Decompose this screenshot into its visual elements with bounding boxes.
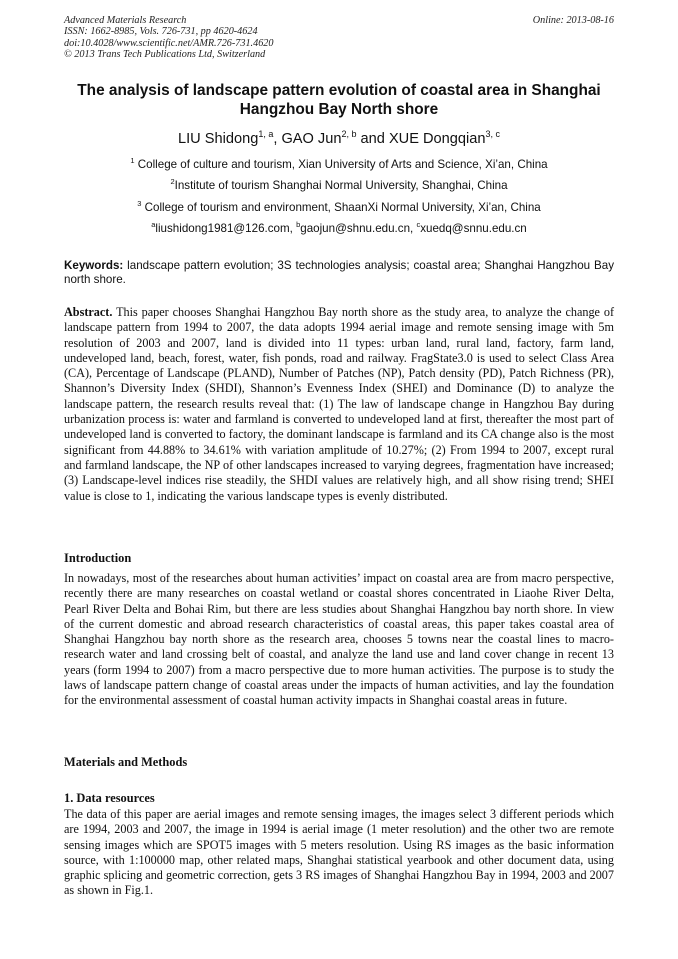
- running-header: [64, 15, 614, 61]
- affiliation-sup: 1: [130, 156, 135, 166]
- title-line-1: The analysis of landscape pattern evolution of coastal area in Shanghai: [77, 82, 601, 99]
- affiliation-text: College of culture and tourism, Xian University of Arts and Science, Xi’an, China: [134, 158, 548, 171]
- affiliation-sup: 3: [137, 199, 142, 209]
- email-link[interactable]: xuedq@snnu.edu.cn: [420, 222, 527, 235]
- email-sup: c: [416, 220, 421, 230]
- author-sup: 2, b: [341, 129, 357, 140]
- abstract-text: This paper chooses Shanghai Hangzhou Bay north shore as the study area, to analyze the change of landscape pattern from 1994 to 2007, the data adopts 1994 aerial image and remote sensing image with 5m resolution of 2003 and 2007, land is divided into 11 types: urban land, rural land, factory, farm land, undeveloped land, beach, forest, water, fish ponds, road and railway. FragState3.0 is used to select Class Area (CA), Percentage of Landscape (PLAND), Number of Patches (NP), Patch density (PD), Patch Richness (PR), Shannon’s Diversity Index (SHDI), Shannon’s Evenness Index (SHEI) and Dominance (D) to analyze the landscape pattern, the research results reveal that: (1) The law of landscape change in Hangzhou Bay during urbanization process is: water and farmland is converted to undeveloped land at first, thereafter the most part of undeveloped land is converted to factory, the dominant landscape is farmland and its CA change also is the most significant from 44.88% to 34.61% with variation amplitude of 10.27%; (2) From 1994 to 2007, except rural and farmland landscape, the NP of other landscapes increased to varying degrees, fragmentation have increased; (3) Landscape-level indices rise steadily, the SHDI values are relatively high, and all show rising trend; SHEI value is close to 1, indicating the various landscape types is evenly distributed.: [64, 305, 614, 503]
- online-date: Online: 2013-08-16: [532, 15, 614, 26]
- data-resources-heading: 1. Data resources: [64, 791, 155, 805]
- affiliation-2: [40, 179, 638, 193]
- keywords-text: landscape pattern evolution; 3S technologies analysis; coastal area; Shanghai Hangzhou Bay north shore.: [64, 259, 614, 286]
- data-resources-text: The data of this paper are aerial images and remote sensing images, the images select 3 different periods which are 1994, 2003 and 2007, the image in 1994 is aerial image (1 meter resolution) and the other two are remote sensing images which are SPOT5 images with 5 meters resolution. Using RS images as the basic information source, with 1:100000 map, other related maps, Shanghai statistical yearbook and other document data, using graphic splicing and geometric correction, gets 3 RS images of Shanghai Hangzhou Bay in 1994, 2003 and 2007 as shown in Fig.1.: [64, 807, 614, 898]
- affiliation-3: [40, 201, 638, 215]
- author-sup: 3, c: [485, 129, 501, 140]
- affiliation-text: College of tourism and environment, ShaanXi Normal University, Xi’an, China: [141, 201, 541, 214]
- author-sep: ,: [273, 131, 282, 147]
- email-link[interactable]: gaojun@shnu.edu.cn,: [300, 222, 417, 235]
- author-sep: and: [356, 131, 389, 147]
- affiliation-text: Institute of tourism Shanghai Normal University, Shanghai, China: [174, 179, 508, 192]
- author-name: GAO Jun: [281, 131, 342, 147]
- materials-methods-heading: Materials and Methods: [64, 755, 188, 769]
- introduction-heading: Introduction: [64, 551, 132, 565]
- affiliation-sup: 2: [170, 177, 175, 187]
- email-link[interactable]: liushidong1981@126.com,: [155, 222, 297, 235]
- issn-line: ISSN: 1662-8985, Vols. 726-731, pp 4620-4624: [64, 26, 258, 38]
- keywords-label: Keywords:: [64, 259, 124, 272]
- abstract: [64, 305, 614, 504]
- paper-title: [50, 81, 628, 119]
- author-sup: 1, a: [258, 129, 274, 140]
- affiliation-1: [40, 158, 638, 172]
- email-sup: a: [151, 220, 156, 230]
- title-line-2: Hangzhou Bay North shore: [239, 101, 439, 118]
- keywords: [64, 259, 614, 287]
- introduction-text: In nowadays, most of the researches about human activities’ impact on coastal area are from macro perspective, recently there are many researches on coastal wetland or coastal shores concentrated in Liaohe River Delta, Pearl River Delta and Bohai Rim, but there are less studies about Shanghai Hangzhou bay north shore. In view of the current domestic and abroad research characteristics of coastal areas, this paper takes coastal area of Shanghai Hangzhou bay north shore as the research area, chooses 5 towns near the coastal lines to macro-research water and land crossing belt of coastal, and analyze the land use and land cover change in recent 13 years (form 1994 to 2007) from a macro perspective due to more human activities. The purpose is to study the laws of landscape pattern change of coastal areas under the impacts of human activities, and lay the foundation for the environmental assessment of coastal human activity impacts in Shanghai coastal areas in future.: [64, 571, 614, 708]
- author-list: [40, 130, 638, 148]
- email-sup: b: [296, 220, 301, 230]
- author-name: XUE Dongqian: [388, 131, 486, 147]
- copyright-line: © 2013 Trans Tech Publications Ltd, Switzerland: [64, 49, 266, 61]
- author-name: LIU Shidong: [177, 131, 259, 147]
- journal-name: Advanced Materials Research: [64, 15, 187, 26]
- email-list: [40, 222, 638, 236]
- abstract-label: Abstract.: [64, 305, 113, 319]
- doi-line: doi:10.4028/www.scientific.net/AMR.726-731.4620: [64, 37, 274, 49]
